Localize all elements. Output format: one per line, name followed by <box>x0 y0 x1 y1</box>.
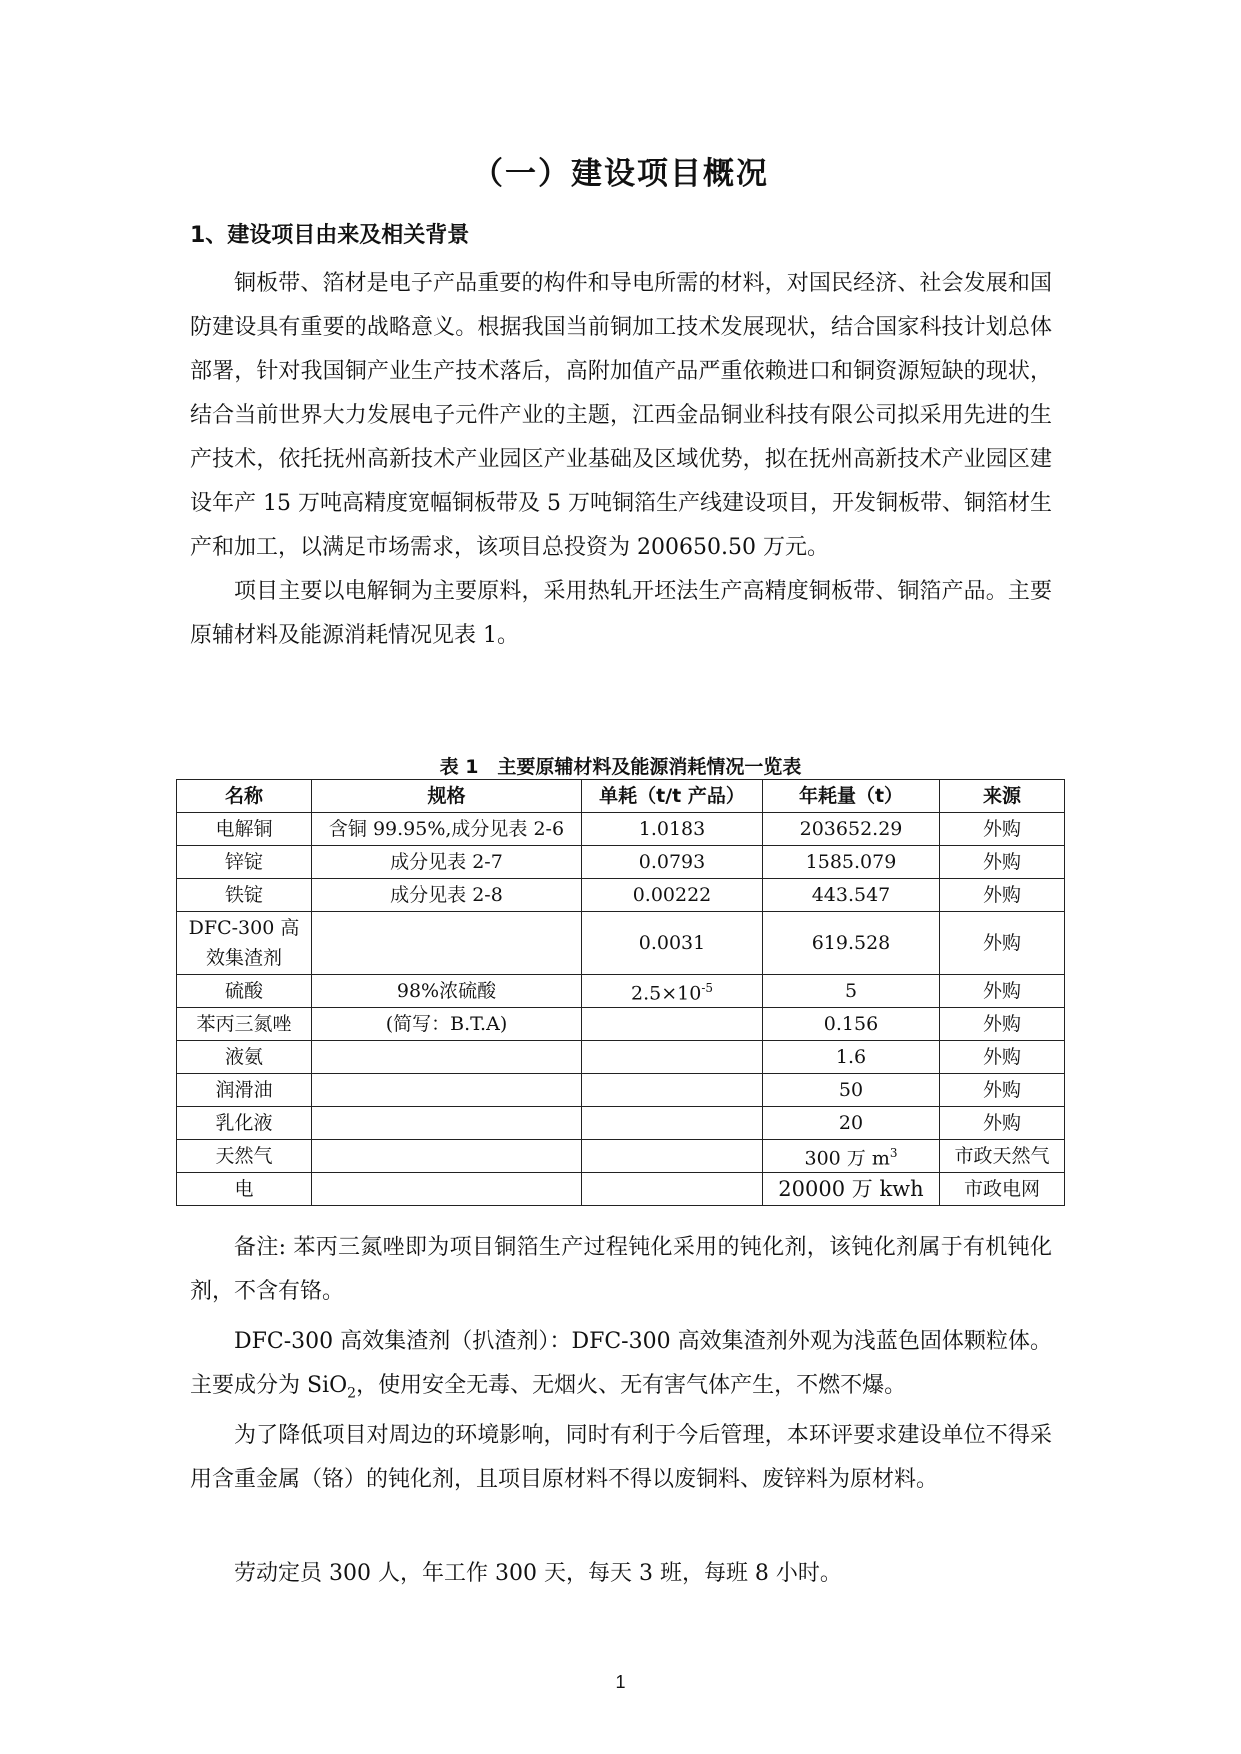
cell-unit <box>582 1107 763 1140</box>
cell-name: 液氨 <box>177 1041 312 1074</box>
cell-annual: 0.156 <box>763 1008 940 1041</box>
cell-annual <box>763 1140 940 1173</box>
cell-unit: 0.00222 <box>582 879 763 912</box>
cell-unit: 1.0183 <box>582 813 763 846</box>
gas-annual-value: 300 万 m <box>804 1147 890 1170</box>
cell-spec: 98%浓硫酸 <box>312 975 582 1008</box>
cell-spec: 成分见表 2-7 <box>312 846 582 879</box>
cell-source: 外购 <box>940 975 1065 1008</box>
cell-name: 电 <box>177 1173 312 1206</box>
cell-name: 锌锭 <box>177 846 312 879</box>
sulfuric-exponent: -5 <box>701 981 714 996</box>
cell-name: DFC-300 高效集渣剂 <box>177 912 312 975</box>
note-slag-agent-text: DFC-300 高效集渣剂（扒渣剂）：DFC-300 高效集渣剂外观为浅蓝色固体颗粒体。主要成分为 SiO <box>190 1329 1052 1398</box>
table-row <box>177 1140 1065 1173</box>
table-row <box>177 1041 1065 1074</box>
cell-name: 乳化液 <box>177 1107 312 1140</box>
header-spec: 规格 <box>312 780 582 813</box>
table-row <box>177 1008 1065 1041</box>
table-row <box>177 846 1065 879</box>
header-name: 名称 <box>177 780 312 813</box>
cell-source: 外购 <box>940 1107 1065 1140</box>
cell-annual: 443.547 <box>763 879 940 912</box>
header-unit-consumption: 单耗（t/t 产品） <box>582 780 763 813</box>
cell-annual: 20 <box>763 1107 940 1140</box>
cell-unit <box>582 1140 763 1173</box>
cell-name: 电解铜 <box>177 813 312 846</box>
cell-unit <box>582 1008 763 1041</box>
gas-unit-exponent: 3 <box>889 1146 898 1161</box>
environment-paragraph: 为了降低项目对周边的环境影响，同时有利于今后管理，本环评要求建设单位不得采用含重金属（铬）的钝化剂，且项目原材料不得以废铜料、废锌料为原材料。 <box>190 1423 1052 1492</box>
cell-name: 润滑油 <box>177 1074 312 1107</box>
cell-annual: 50 <box>763 1074 940 1107</box>
cell-unit <box>582 1173 763 1206</box>
background-paragraph: 铜板带、箔材是电子产品重要的构件和导电所需的材料，对国民经济、社会发展和国防建设具有重要的战略意义。根据我国当前铜加工技术发展现状，结合国家科技计划总体部署，针对我国铜产业生产技术落后，高附加值产品严重依赖进口和铜资源短缺的现状，结合当前世界大力发展电子元件产业的主题，江西金品铜业科技有限公司拟采用先进的生产技术，依托抚州高新技术产业园区产业基础及区域优势，拟在抚州高新技术产业园区建设年产 15 万吨高精度宽幅铜板带及 5 万吨铜箔生产线建设项目，开发铜板带、铜箔材生产和加工，以满足市场需求，该项目总投资为 200650.50 万元。 <box>190 271 1052 560</box>
cell-source: 外购 <box>940 813 1065 846</box>
cell-unit: 0.0793 <box>582 846 763 879</box>
table-row <box>177 912 1065 975</box>
page-number: 1 <box>615 1672 626 1692</box>
cell-unit <box>582 975 763 1008</box>
cell-spec <box>312 1173 582 1206</box>
cell-spec: 成分见表 2-8 <box>312 879 582 912</box>
cell-unit <box>582 1074 763 1107</box>
cell-source: 外购 <box>940 846 1065 879</box>
cell-spec <box>312 1041 582 1074</box>
materials-table <box>176 779 1065 1206</box>
cell-annual: 619.528 <box>763 912 940 975</box>
cell-source: 外购 <box>940 1041 1065 1074</box>
cell-spec <box>312 1140 582 1173</box>
table-row <box>177 975 1065 1008</box>
cell-spec <box>312 912 582 975</box>
table-caption: 表 1 主要原辅材料及能源消耗情况一览表 <box>439 756 802 778</box>
cell-spec <box>312 1107 582 1140</box>
cell-annual: 1585.079 <box>763 846 940 879</box>
table-row <box>177 1074 1065 1107</box>
cell-source: 市政天然气 <box>940 1140 1065 1173</box>
sulfuric-unit-value: 2.5×10 <box>630 982 702 1005</box>
table-row <box>177 879 1065 912</box>
table-row <box>177 1173 1065 1206</box>
cell-unit <box>582 1041 763 1074</box>
cell-source: 外购 <box>940 1074 1065 1107</box>
table-header-row <box>177 780 1065 813</box>
table-row <box>177 1107 1065 1140</box>
raw-material-paragraph: 项目主要以电解铜为主要原料，采用热轧开坯法生产高精度铜板带、铜箔产品。主要原辅材料及能源消耗情况见表 1。 <box>190 579 1052 648</box>
sio2-subscript: 2 <box>347 1385 357 1402</box>
cell-annual: 1.6 <box>763 1041 940 1074</box>
cell-spec: 含铜 99.95%,成分见表 2-6 <box>312 813 582 846</box>
cell-source: 外购 <box>940 1008 1065 1041</box>
cell-spec <box>312 1074 582 1107</box>
header-source: 来源 <box>940 780 1065 813</box>
note-passivator: 备注: 苯丙三氮唑即为项目铜箔生产过程钝化采用的钝化剂，该钝化剂属于有机钝化剂，不含有铬。 <box>190 1235 1052 1304</box>
cell-name: 天然气 <box>177 1140 312 1173</box>
cell-annual: 203652.29 <box>763 813 940 846</box>
section-heading: 1、建设项目由来及相关背景 <box>190 223 470 248</box>
cell-annual: 5 <box>763 975 940 1008</box>
header-annual-consumption: 年耗量（t） <box>763 780 940 813</box>
cell-annual: 20000 万 kwh <box>763 1173 940 1206</box>
cell-source: 外购 <box>940 879 1065 912</box>
cell-unit: 0.0031 <box>582 912 763 975</box>
cell-spec: (简写：B.T.A) <box>312 1008 582 1041</box>
cell-source: 外购 <box>940 912 1065 975</box>
page-title: （一）建设项目概况 <box>472 156 769 192</box>
cell-name: 铁锭 <box>177 879 312 912</box>
note-slag-agent-text-cont: ，使用安全无毒、无烟火、无有害气体产生，不燃不爆。 <box>356 1373 907 1398</box>
labor-paragraph: 劳动定员 300 人，年工作 300 天，每天 3 班，每班 8 小时。 <box>234 1561 842 1586</box>
cell-name: 苯丙三氮唑 <box>177 1008 312 1041</box>
note-slag-agent <box>190 1320 1052 1415</box>
table-row <box>177 813 1065 846</box>
cell-name: 硫酸 <box>177 975 312 1008</box>
cell-source: 市政电网 <box>940 1173 1065 1206</box>
